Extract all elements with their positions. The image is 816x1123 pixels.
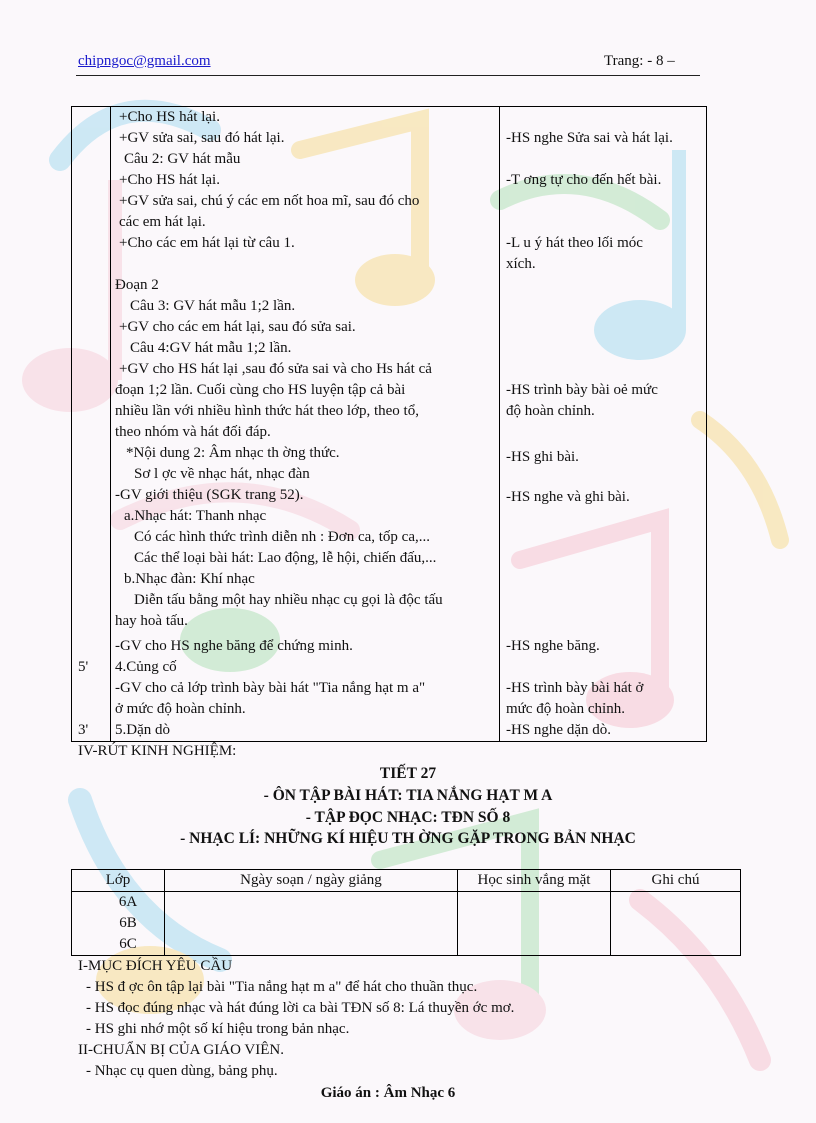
teacher-activity-line: +Cho HS hát lại.: [119, 172, 220, 188]
section-ii-heading: II-CHUẨN BỊ CỦA GIÁO VIÊN.: [78, 1042, 284, 1058]
teacher-activity-line: theo nhóm và hát đối đáp.: [115, 424, 271, 440]
teacher-activity-line: Sơ l ợc về nhạc hát, nhạc đàn: [134, 466, 310, 482]
teacher-activity-line: a.Nhạc hát: Thanh nhạc: [124, 508, 267, 524]
objective-item: - HS đ ợc ôn tập lại bài "Tia nắng hạt m a" để hát cho thuần thục.: [86, 979, 478, 995]
teacher-activity-line: Câu 2: GV hát mẫu: [124, 151, 241, 167]
table-header-row: [72, 870, 741, 892]
teacher-activity-line: 5.Dặn dò: [115, 722, 170, 738]
absent-cell: [458, 892, 611, 956]
objective-item: - HS ghi nhớ một số kí hiệu trong bản nhạc.: [86, 1021, 350, 1037]
objective-item: - HS đọc đúng nhạc và hát đúng lời ca bài TĐN số 8: Lá thuyền ớc mơ.: [86, 1000, 515, 1016]
teacher-activity-line: +GV cho các em hát lại, sau đó sửa sai.: [119, 319, 356, 335]
teacher-activity-line: Diễn tấu bằng một hay nhiều nhạc cụ gọi là độc tấu: [134, 592, 443, 608]
teacher-activity-line: ở mức độ hoàn chỉnh.: [115, 701, 246, 717]
teacher-activity-line: Câu 3: GV hát mẫu 1;2 lần.: [130, 298, 296, 314]
teacher-activity-line: +GV cho HS hát lại ,sau đó sửa sai và cho Hs hát cả: [119, 361, 432, 377]
header-rule: [76, 75, 700, 76]
date-cell: [165, 892, 458, 956]
table-divider-time: [110, 107, 111, 741]
student-activity-line: -HS trình bày bài hát ở: [506, 680, 644, 696]
class-list-cell: [72, 892, 165, 956]
footer-title: Giáo án : Âm Nhạc 6: [320, 1085, 456, 1101]
col-header-class: Lớp: [72, 870, 165, 892]
student-activity-line: độ hoàn chỉnh.: [506, 403, 595, 419]
teacher-activity-line: 4.Củng cố: [115, 659, 177, 675]
teacher-activity-line: *Nội dung 2: Âm nhạc th ờng thức.: [126, 445, 340, 461]
lesson-number: TIẾT 27: [379, 765, 437, 782]
student-activity-line: -HS ghi bài.: [506, 449, 579, 465]
header-email-link[interactable]: chipngoc@gmail.com: [78, 53, 211, 69]
preparation-item: - Nhạc cụ quen dùng, bảng phụ.: [86, 1063, 278, 1079]
student-activity-line: -HS nghe băng.: [506, 638, 600, 654]
teacher-activity-line: +Cho các em hát lại từ câu 1.: [119, 235, 295, 251]
col-header-date: Ngày soạn / ngày giảng: [165, 870, 458, 892]
page-number: Trang: - 8 –: [604, 53, 675, 69]
time-cell: 5': [78, 659, 89, 675]
lesson-title-line3: - NHẠC LÍ: NHỮNG KÍ HIỆU TH ỜNG GẶP TRONG BẢN NHẠC: [180, 830, 636, 847]
teacher-activity-line: Các thể loại bài hát: Lao động, lễ hội, chiến đấu,...: [134, 550, 437, 566]
time-cell: 3': [78, 722, 89, 738]
student-activity-line: -HS trình bày bài oẻ mức: [506, 382, 658, 398]
teacher-activity-line: -GV cho cả lớp trình bày bài hát "Tia nắng hạt m a": [115, 680, 426, 696]
teacher-activity-line: các em hát lại.: [119, 214, 206, 230]
teacher-activity-line: -GV giới thiệu (SGK trang 52).: [115, 487, 304, 503]
section-iv-heading: IV-RÚT KINH NGHIỆM:: [78, 743, 237, 759]
student-activity-line: -HS nghe Sửa sai và hát lại.: [506, 130, 673, 146]
teacher-activity-line: Câu 4:GV hát mẫu 1;2 lần.: [130, 340, 292, 356]
lesson-title-line1: - ÔN TẬP BÀI HÁT: TIA NẮNG HẠT M A: [263, 787, 553, 804]
student-activity-line: -HS nghe và ghi bài.: [506, 489, 630, 505]
class-schedule-table: [71, 869, 741, 956]
lesson-title-line2: - TẬP ĐỌC NHẠC: TĐN SỐ 8: [305, 809, 511, 826]
col-header-absent: Học sinh vắng mặt: [458, 870, 611, 892]
teacher-activity-line: b.Nhạc đàn: Khí nhạc: [124, 571, 255, 587]
lesson-activity-table: [71, 106, 707, 742]
teacher-activity-line: Có các hình thức trình diễn nh : Đơn ca, tốp ca,...: [134, 529, 430, 545]
class-name: 6A: [118, 894, 138, 910]
col-header-notes: Ghi chú: [611, 870, 741, 892]
class-name: 6B: [119, 915, 137, 931]
teacher-activity-line: +GV sửa sai, sau đó hát lại.: [119, 130, 285, 146]
student-activity-line: mức độ hoàn chỉnh.: [506, 701, 625, 717]
student-activity-line: xích.: [506, 256, 536, 272]
teacher-activity-line: hay hoà tấu.: [115, 613, 188, 629]
teacher-activity-line: đoạn 1;2 lần. Cuối cùng cho HS luyện tập cả bài: [115, 382, 406, 398]
teacher-activity-line: +Cho HS hát lại.: [119, 109, 220, 125]
student-activity-line: -HS nghe dặn dò.: [506, 722, 611, 738]
teacher-activity-line: -GV cho HS nghe băng để chứng minh.: [115, 638, 353, 654]
table-row: [72, 892, 741, 956]
table-divider-student: [499, 107, 500, 741]
teacher-activity-line: nhiều lần với nhiều hình thức hát theo lớp, theo tổ,: [115, 403, 419, 419]
teacher-activity-line: +GV sửa sai, chú ý các em nốt hoa mĩ, sau đó cho: [119, 193, 420, 209]
student-activity-line: -T ơng tự cho đến hết bài.: [506, 172, 662, 188]
class-name: 6C: [119, 936, 137, 952]
student-activity-line: -L u ý hát theo lối móc: [506, 235, 643, 251]
section-i-heading: I-MỤC ĐÍCH YÊU CẦU: [78, 958, 233, 974]
teacher-activity-line: Đoạn 2: [115, 277, 159, 293]
notes-cell: [611, 892, 741, 956]
